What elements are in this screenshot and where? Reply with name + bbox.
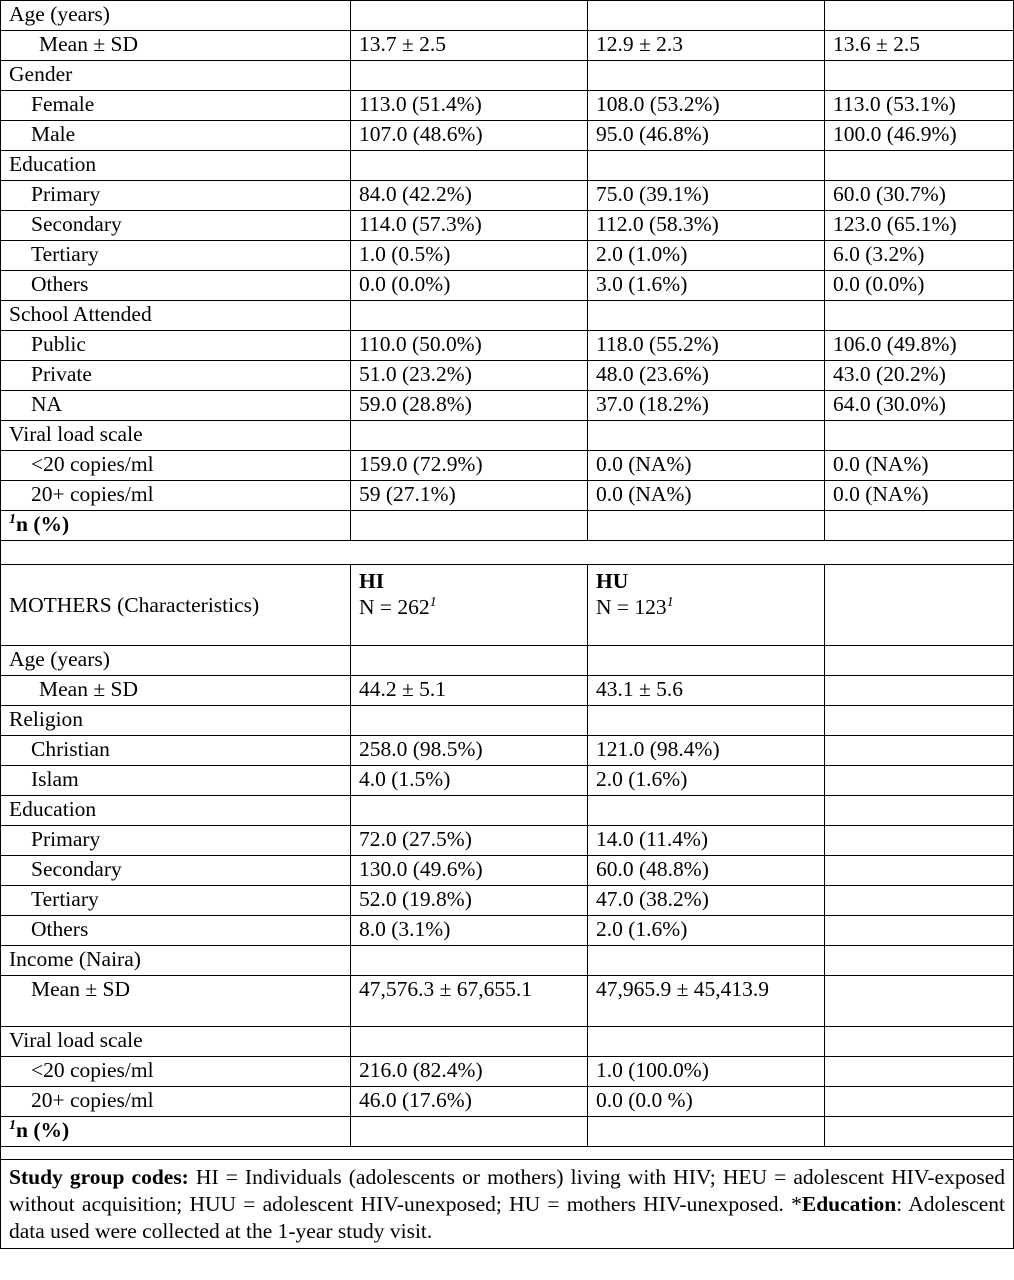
adolescent-row — [1, 151, 1014, 181]
data-cell — [351, 1027, 588, 1057]
row-label: Viral load scale — [1, 1027, 351, 1057]
adolescent-row — [1, 331, 1014, 361]
header-hu: HU $N = 123^1$ — [588, 565, 825, 646]
mothers-row — [1, 706, 1014, 736]
adolescent-row — [1, 241, 1014, 271]
data-cell — [588, 646, 825, 676]
data-cell: 44.2 ± 5.1 — [351, 676, 588, 706]
data-cell — [825, 796, 1014, 826]
data-cell — [351, 796, 588, 826]
row-label: Viral load scale — [1, 421, 351, 451]
data-cell — [588, 61, 825, 91]
data-cell — [588, 1, 825, 31]
data-cell: 48.0 (23.6%) — [588, 361, 825, 391]
row-label: Others — [1, 271, 351, 301]
data-cell — [351, 646, 588, 676]
data-cell — [588, 946, 825, 976]
adolescent-row — [1, 211, 1014, 241]
data-cell: 114.0 (57.3%) — [351, 211, 588, 241]
data-cell — [588, 151, 825, 181]
adolescent-row — [1, 361, 1014, 391]
data-cell: 100.0 (46.9%) — [825, 121, 1014, 151]
data-cell: 2.0 (1.6%) — [588, 766, 825, 796]
data-cell — [825, 646, 1014, 676]
study-codes-note-row — [1, 1160, 1014, 1249]
adolescent-row — [1, 271, 1014, 301]
row-label: Female — [1, 91, 351, 121]
data-cell: 84.0 (42.2%) — [351, 181, 588, 211]
header-empty — [825, 565, 1014, 646]
data-cell: 59.0 (28.8%) — [351, 391, 588, 421]
mothers-row — [1, 676, 1014, 706]
data-cell: 75.0 (39.1%) — [588, 181, 825, 211]
adolescent-row — [1, 421, 1014, 451]
study-codes-note: Study group codes: HI = Individuals (adolescents or mothers) living with HIV; HEU = adolescent HIV-exposed without acquisition; HUU = adolescent HIV-unexposed; HU = mothers HIV-unexposed. *Education: Adolescent data used were collected at the 1-year study visit. — [1, 1160, 1014, 1249]
data-cell: 107.0 (48.6%) — [351, 121, 588, 151]
data-cell — [825, 826, 1014, 856]
data-cell: 159.0 (72.9%) — [351, 451, 588, 481]
adolescent-row — [1, 1, 1014, 31]
data-cell: 118.0 (55.2%) — [588, 331, 825, 361]
data-cell — [588, 421, 825, 451]
data-cell: 51.0 (23.2%) — [351, 361, 588, 391]
data-cell: 13.7 ± 2.5 — [351, 31, 588, 61]
spacer-row — [1, 541, 1014, 565]
mothers-row — [1, 646, 1014, 676]
row-label: Age (years) — [1, 1, 351, 31]
data-cell: 6.0 (3.2%) — [825, 241, 1014, 271]
row-label: Age (years) — [1, 646, 351, 676]
row-label: Mean ± SD — [1, 676, 351, 706]
row-label: Income (Naira) — [1, 946, 351, 976]
footnote-cell: $^1$n (%) — [1, 511, 351, 541]
data-cell: 8.0 (3.1%) — [351, 916, 588, 946]
data-cell: 60.0 (30.7%) — [825, 181, 1014, 211]
data-cell: 0.0 (0.0 %) — [588, 1087, 825, 1117]
row-label: Others — [1, 916, 351, 946]
data-cell — [825, 706, 1014, 736]
data-cell: 72.0 (27.5%) — [351, 826, 588, 856]
data-cell: 64.0 (30.0%) — [825, 391, 1014, 421]
row-label: 20+ copies/ml — [1, 481, 351, 511]
row-label: Tertiary — [1, 241, 351, 271]
data-cell: 0.0 (NA%) — [588, 451, 825, 481]
adolescent-row — [1, 481, 1014, 511]
data-cell: 108.0 (53.2%) — [588, 91, 825, 121]
row-label: 20+ copies/ml — [1, 1087, 351, 1117]
data-cell: 113.0 (51.4%) — [351, 91, 588, 121]
adolescent-section — [1, 1, 1014, 511]
row-label: Primary — [1, 826, 351, 856]
data-cell: 216.0 (82.4%) — [351, 1057, 588, 1087]
data-cell — [825, 151, 1014, 181]
row-label: Christian — [1, 736, 351, 766]
data-cell — [351, 151, 588, 181]
data-cell: 113.0 (53.1%) — [825, 91, 1014, 121]
data-cell: 106.0 (49.8%) — [825, 331, 1014, 361]
data-cell — [588, 706, 825, 736]
data-cell: 47.0 (38.2%) — [588, 886, 825, 916]
data-cell: 43.1 ± 5.6 — [588, 676, 825, 706]
data-cell: 112.0 (58.3%) — [588, 211, 825, 241]
mothers-row — [1, 826, 1014, 856]
data-cell: 123.0 (65.1%) — [825, 211, 1014, 241]
row-label: Private — [1, 361, 351, 391]
data-cell — [588, 1027, 825, 1057]
mothers-row — [1, 736, 1014, 766]
row-label: Mean ± SD — [1, 31, 351, 61]
data-cell — [825, 1027, 1014, 1057]
adolescent-row — [1, 61, 1014, 91]
row-label: <20 copies/ml — [1, 1057, 351, 1087]
mothers-header-row — [1, 565, 1014, 646]
data-cell: 43.0 (20.2%) — [825, 361, 1014, 391]
data-cell: 0.0 (NA%) — [825, 481, 1014, 511]
data-cell: 110.0 (50.0%) — [351, 331, 588, 361]
row-label: Education — [1, 796, 351, 826]
row-label: Education — [1, 151, 351, 181]
data-cell: 1.0 (0.5%) — [351, 241, 588, 271]
mothers-row — [1, 946, 1014, 976]
data-cell: 0.0 (0.0%) — [351, 271, 588, 301]
data-cell — [825, 946, 1014, 976]
data-cell: 95.0 (46.8%) — [588, 121, 825, 151]
data-cell — [825, 886, 1014, 916]
mothers-header-label: MOTHERS (Characteristics) — [1, 565, 351, 646]
spacer-row-2 — [1, 1147, 1014, 1160]
data-cell: 12.9 ± 2.3 — [588, 31, 825, 61]
data-cell — [825, 856, 1014, 886]
data-cell: 46.0 (17.6%) — [351, 1087, 588, 1117]
footnote-row-2 — [1, 1117, 1014, 1147]
row-label: School Attended — [1, 301, 351, 331]
row-label: Tertiary — [1, 886, 351, 916]
row-label: NA — [1, 391, 351, 421]
data-cell — [825, 61, 1014, 91]
row-label: Gender — [1, 61, 351, 91]
row-label: <20 copies/ml — [1, 451, 351, 481]
data-cell: 47,965.9 ± 45,413.9 — [588, 976, 825, 1027]
data-cell: 60.0 (48.8%) — [588, 856, 825, 886]
footnote-row — [1, 511, 1014, 541]
data-cell — [351, 946, 588, 976]
adolescent-row — [1, 391, 1014, 421]
row-label: Secondary — [1, 856, 351, 886]
data-cell — [351, 421, 588, 451]
row-label: Religion — [1, 706, 351, 736]
row-label: Public — [1, 331, 351, 361]
data-cell: 1.0 (100.0%) — [588, 1057, 825, 1087]
adolescent-row — [1, 91, 1014, 121]
data-cell: 37.0 (18.2%) — [588, 391, 825, 421]
header-hi: HI $N = 262^1$ — [351, 565, 588, 646]
data-cell: 59 (27.1%) — [351, 481, 588, 511]
mothers-section — [1, 646, 1014, 1117]
mothers-row — [1, 1087, 1014, 1117]
data-cell: 2.0 (1.0%) — [588, 241, 825, 271]
data-cell: 52.0 (19.8%) — [351, 886, 588, 916]
row-label: Mean ± SD — [1, 976, 351, 1027]
data-cell: 4.0 (1.5%) — [351, 766, 588, 796]
data-cell: 2.0 (1.6%) — [588, 916, 825, 946]
data-cell — [825, 766, 1014, 796]
mothers-row — [1, 856, 1014, 886]
data-cell — [825, 421, 1014, 451]
data-cell: 258.0 (98.5%) — [351, 736, 588, 766]
mothers-row — [1, 916, 1014, 946]
row-label: Male — [1, 121, 351, 151]
mothers-header-section — [1, 511, 1014, 646]
data-cell — [825, 916, 1014, 946]
data-cell — [588, 301, 825, 331]
data-cell: 121.0 (98.4%) — [588, 736, 825, 766]
data-cell: 130.0 (49.6%) — [351, 856, 588, 886]
data-cell: 13.6 ± 2.5 — [825, 31, 1014, 61]
row-label: Islam — [1, 766, 351, 796]
adolescent-row — [1, 31, 1014, 61]
data-cell: 0.0 (NA%) — [825, 451, 1014, 481]
data-cell — [825, 1087, 1014, 1117]
data-cell — [825, 676, 1014, 706]
data-cell — [588, 796, 825, 826]
adolescent-row — [1, 451, 1014, 481]
data-cell — [351, 706, 588, 736]
data-cell — [825, 736, 1014, 766]
mothers-row — [1, 976, 1014, 1027]
data-cell: 47,576.3 ± 67,655.1 — [351, 976, 588, 1027]
mothers-row — [1, 766, 1014, 796]
data-cell: 14.0 (11.4%) — [588, 826, 825, 856]
data-cell — [825, 1, 1014, 31]
mothers-row — [1, 796, 1014, 826]
data-cell — [825, 301, 1014, 331]
row-label: Secondary — [1, 211, 351, 241]
row-label: Primary — [1, 181, 351, 211]
data-cell — [351, 1, 588, 31]
adolescent-row — [1, 181, 1014, 211]
adolescent-row — [1, 121, 1014, 151]
mothers-row — [1, 1057, 1014, 1087]
mothers-row — [1, 886, 1014, 916]
data-cell: 0.0 (NA%) — [588, 481, 825, 511]
mothers-row — [1, 1027, 1014, 1057]
adolescent-row — [1, 301, 1014, 331]
data-cell: 3.0 (1.6%) — [588, 271, 825, 301]
footnote-cell-2: $^1$n (%) — [1, 1117, 351, 1147]
data-cell — [825, 1057, 1014, 1087]
data-cell: 0.0 (0.0%) — [825, 271, 1014, 301]
data-cell — [351, 61, 588, 91]
data-cell — [351, 301, 588, 331]
data-cell — [825, 976, 1014, 1027]
